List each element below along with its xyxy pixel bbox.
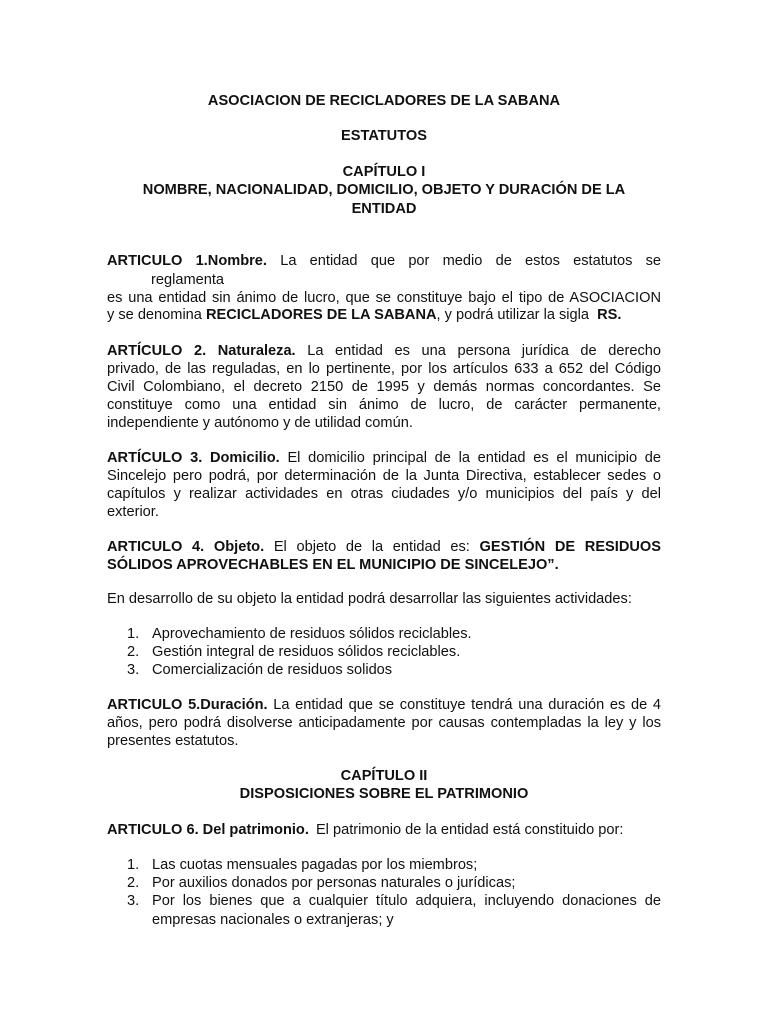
art1-heading: ARTICULO 1.Nombre. bbox=[107, 253, 267, 269]
chapter1-title-line2: ENTIDAD bbox=[351, 201, 417, 217]
art5-text: La entidad que se constituye tendrá una duración es de 4 bbox=[273, 697, 661, 713]
art6-line1 bbox=[107, 821, 661, 840]
art4-intro: En desarrollo de su objeto la entidad podrá desarrollar las siguientes actividades: bbox=[107, 591, 632, 607]
art3-heading: ARTÍCULO 3. Domicilio. bbox=[107, 450, 280, 466]
art2-text: La entidad es una persona jurídica de derecho bbox=[307, 343, 661, 359]
patrimony-item bbox=[127, 874, 661, 893]
art4-heading: ARTICULO 4. Objeto. bbox=[107, 539, 265, 555]
activity-text: Comercialización de residuos solidos bbox=[152, 662, 393, 678]
art3-line4: exterior. bbox=[107, 504, 159, 520]
activity-num: 1. bbox=[127, 626, 140, 642]
art4-line1 bbox=[107, 538, 661, 557]
activity-text: Gestión integral de residuos sólidos reciclables. bbox=[152, 644, 461, 660]
activity-num: 2. bbox=[127, 644, 140, 660]
art5-line2: años, pero podrá disolverse anticipadamente por causas contempladas la ley y los bbox=[107, 715, 661, 731]
art2-heading: ARTÍCULO 2. Naturaleza. bbox=[107, 343, 296, 359]
org-name-heading: ASOCIACION DE RECICLADORES DE LA SABANA bbox=[207, 93, 561, 109]
art4-object-bold2: SÓLIDOS APROVECHABLES EN EL MUNICIPIO DE SINCELEJO”. bbox=[107, 557, 559, 573]
art1-sigla: RS. bbox=[597, 307, 622, 323]
art1-association-name: RECICLADORES DE LA SABANA bbox=[205, 307, 437, 323]
patrimony-item bbox=[127, 856, 661, 875]
art3-text: El domicilio principal de la entidad es el municipio de bbox=[287, 450, 662, 466]
patrimony-text: Por auxilios donados por personas naturales o jurídicas; bbox=[152, 875, 516, 891]
patrimony-num: 1. bbox=[127, 857, 140, 873]
patrimony-text-cont: empresas nacionales o extranjeras; y bbox=[152, 911, 394, 928]
doc-type-heading: ESTATUTOS bbox=[341, 128, 427, 144]
activity-text: Aprovechamiento de residuos sólidos reciclables. bbox=[152, 626, 472, 642]
patrimony-text: Las cuotas mensuales pagadas por los miembros; bbox=[152, 857, 478, 873]
patrimony-num: 3. bbox=[127, 893, 140, 909]
activity-item bbox=[127, 661, 661, 680]
art4-object-bold1: GESTIÓN DE RESIDUOS bbox=[479, 539, 662, 555]
patrimony-text: Por los bienes que a cualquier título adquiera, incluyendo donaciones de bbox=[152, 893, 661, 909]
art1-text: La entidad que por medio de estos estatutos se bbox=[280, 253, 661, 269]
activity-item bbox=[127, 625, 661, 644]
art5-heading: ARTICULO 5.Duración. bbox=[107, 697, 268, 713]
art4-text: El objeto de la entidad es: bbox=[273, 539, 470, 555]
art1-line4-mid: , y podrá utilizar la sigla bbox=[436, 307, 594, 323]
chapter2-title: DISPOSICIONES SOBRE EL PATRIMONIO bbox=[239, 786, 529, 802]
art5-line3: presentes estatutos. bbox=[107, 733, 239, 749]
patrimony-num: 2. bbox=[127, 875, 140, 891]
activity-num: 3. bbox=[127, 662, 140, 678]
art2-line4: constituye como una entidad sin ánimo de lucro, de carácter permanente, bbox=[107, 397, 661, 413]
art1-line4 bbox=[107, 306, 661, 325]
chapter1-label: CAPÍTULO I bbox=[342, 164, 426, 180]
art4-line2 bbox=[107, 556, 661, 575]
art1-line4-pre: y se denomina bbox=[107, 307, 206, 323]
art2-line5: independiente y autónomo y de utilidad común. bbox=[107, 415, 413, 431]
patrimony-item bbox=[127, 892, 661, 929]
art1-line2: reglamenta bbox=[151, 272, 225, 288]
chapter2-label: CAPÍTULO II bbox=[340, 768, 428, 784]
art1-line3: es una entidad sin ánimo de lucro, que se constituye bajo el tipo de ASOCIACION bbox=[107, 290, 661, 306]
activity-item bbox=[127, 643, 661, 662]
art3-line1 bbox=[107, 449, 661, 468]
art6-text: El patrimonio de la entidad está constituido por: bbox=[315, 822, 624, 838]
art6-heading: ARTICULO 6. Del patrimonio. bbox=[107, 822, 309, 838]
art2-line3: Civil Colombiano, el decreto 2150 de 1995 y demás normas concordantes. Se bbox=[107, 379, 661, 395]
art5-line1 bbox=[107, 696, 661, 715]
art3-line2: Sincelejo pero podrá, por determinación de la Junta Directiva, establecer sedes o bbox=[107, 468, 661, 484]
chapter1-title-line1: NOMBRE, NACIONALIDAD, DOMICILIO, OBJETO Y DURACIÓN DE LA bbox=[142, 182, 626, 198]
art2-line1 bbox=[107, 342, 661, 361]
art3-line3: capítulos y realizar actividades en otras ciudades y/o municipios del país y del bbox=[107, 486, 661, 502]
art1-line1 bbox=[107, 252, 661, 271]
art2-line2: privado, de las reguladas, en lo pertinente, por los artículos 633 a 652 del Código bbox=[107, 361, 661, 377]
